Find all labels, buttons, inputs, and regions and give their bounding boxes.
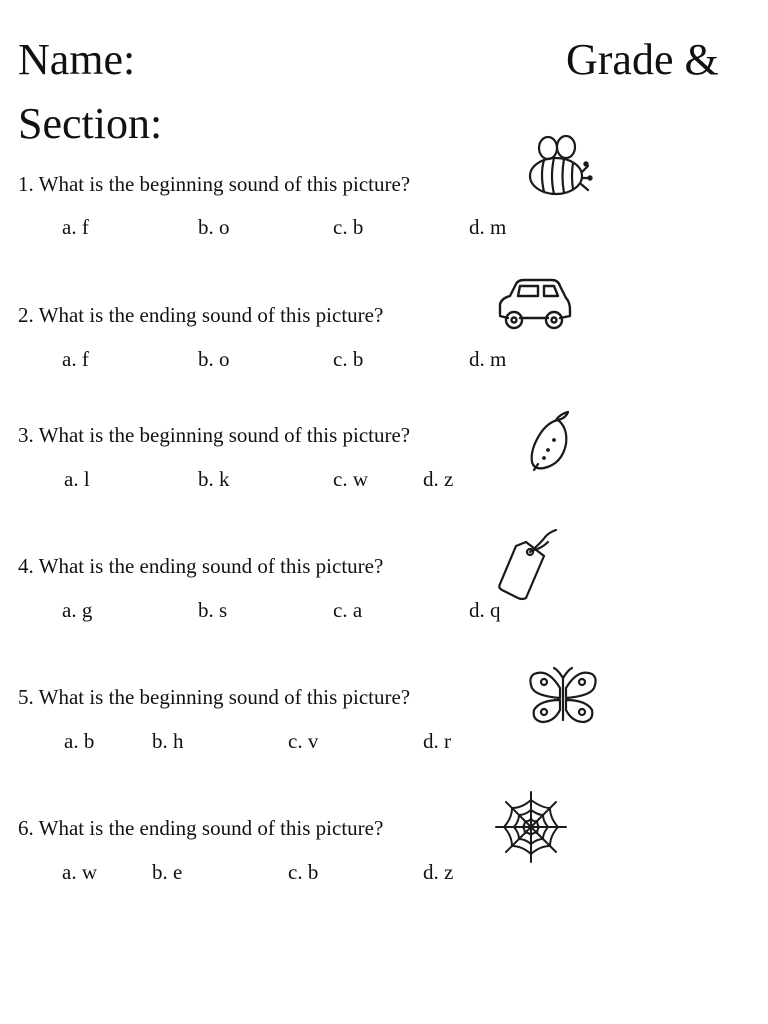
question-4-choice-a[interactable]: a. g bbox=[62, 598, 93, 622]
question-3-choice-a[interactable]: a. l bbox=[64, 467, 90, 491]
question-3-choice-b[interactable]: b. k bbox=[198, 467, 230, 491]
question-2-choice-b[interactable]: b. o bbox=[198, 347, 230, 371]
question-5-choice-c[interactable]: c. v bbox=[288, 729, 319, 753]
question-2-choice-c[interactable]: c. b bbox=[333, 347, 364, 371]
question-5-choice-b[interactable]: b. h bbox=[152, 729, 184, 753]
question-6-choice-b[interactable]: b. e bbox=[152, 860, 183, 884]
question-4-choice-c[interactable]: c. a bbox=[333, 598, 363, 622]
question-6-choice-d[interactable]: d. z bbox=[423, 860, 454, 884]
question-1-choice-d[interactable]: d. m bbox=[469, 215, 507, 239]
question-4-choice-d[interactable]: d. q bbox=[469, 598, 501, 622]
butterfly-icon bbox=[526, 664, 600, 728]
lemon-icon bbox=[528, 410, 574, 474]
tag-icon bbox=[496, 528, 562, 602]
question-2-choice-a[interactable]: a. f bbox=[62, 347, 89, 371]
question-4-prompt: 4. What is the ending sound of this picture? bbox=[18, 554, 384, 578]
grade-label: Grade & bbox=[566, 35, 719, 84]
question-5-prompt: 5. What is the beginning sound of this picture? bbox=[18, 685, 411, 709]
question-3-choice-c[interactable]: c. w bbox=[333, 467, 368, 491]
car-icon bbox=[494, 276, 574, 334]
question-2-prompt: 2. What is the ending sound of this picture? bbox=[18, 303, 384, 327]
question-6-choice-a[interactable]: a. w bbox=[62, 860, 97, 884]
question-1-choice-c[interactable]: c. b bbox=[333, 215, 364, 239]
section-label: Section: bbox=[18, 99, 163, 148]
name-label: Name: bbox=[18, 35, 136, 84]
question-5-choice-a[interactable]: a. b bbox=[64, 729, 95, 753]
question-6-prompt: 6. What is the ending sound of this picture? bbox=[18, 816, 384, 840]
question-3-choice-d[interactable]: d. z bbox=[423, 467, 454, 491]
bee-icon bbox=[526, 134, 594, 200]
question-4-choice-b[interactable]: b. s bbox=[198, 598, 228, 622]
question-2-choice-d[interactable]: d. m bbox=[469, 347, 507, 371]
question-1-choice-b[interactable]: b. o bbox=[198, 215, 230, 239]
question-6-choice-c[interactable]: c. b bbox=[288, 860, 319, 884]
question-1-prompt: 1. What is the beginning sound of this picture? bbox=[18, 172, 411, 196]
spider-web-icon bbox=[494, 790, 568, 864]
question-3-prompt: 3. What is the beginning sound of this picture? bbox=[18, 423, 411, 447]
question-1-choice-a[interactable]: a. f bbox=[62, 215, 89, 239]
question-5-choice-d[interactable]: d. r bbox=[423, 729, 451, 753]
